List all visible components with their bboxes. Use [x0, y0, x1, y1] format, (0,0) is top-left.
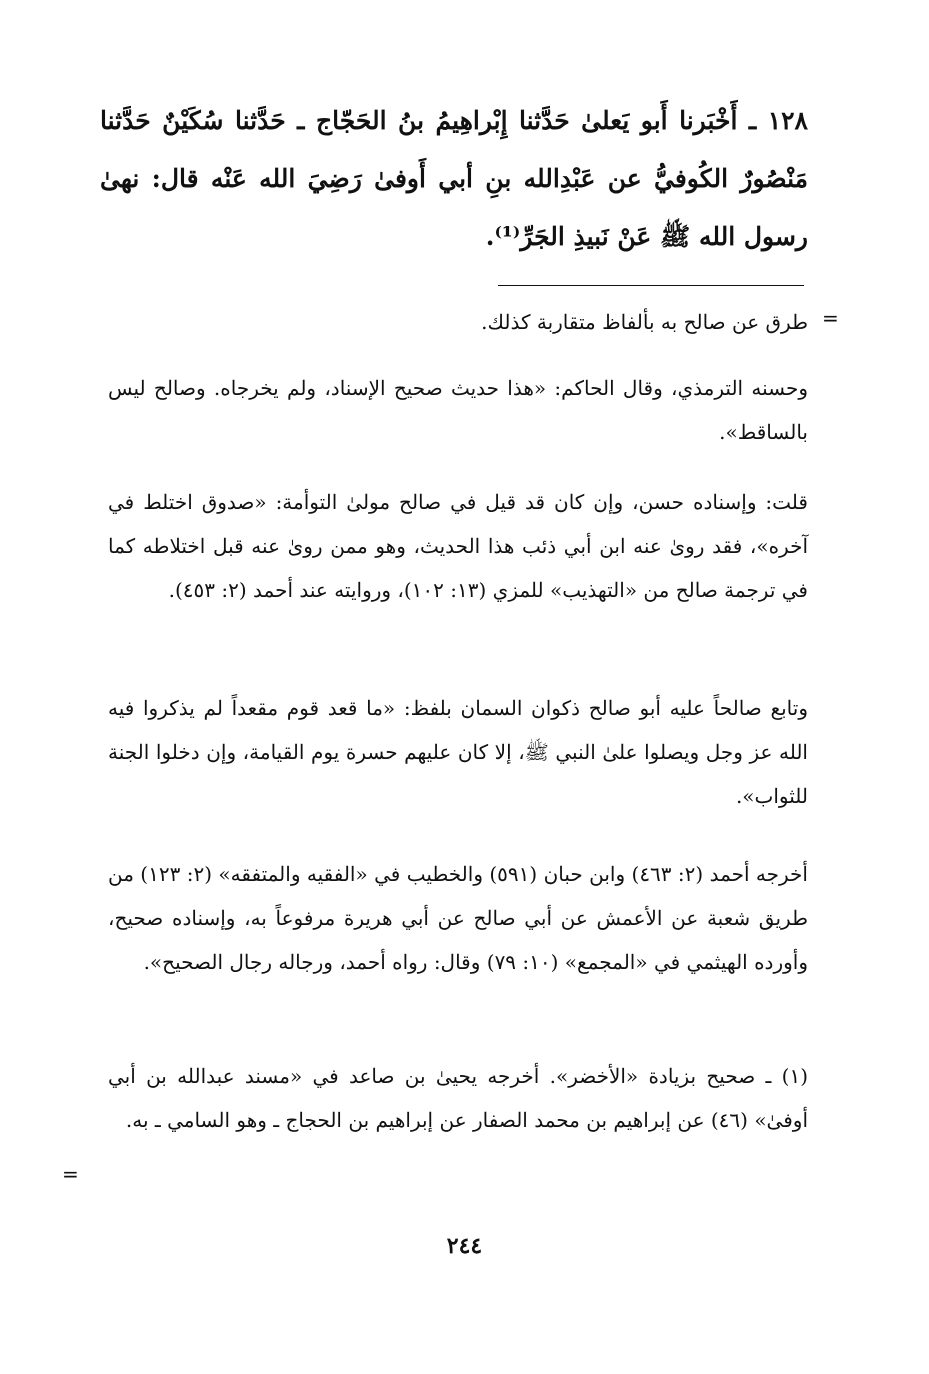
footnote-separator: [498, 285, 804, 286]
end-continuation-mark: =: [62, 1162, 79, 1186]
note-paragraph-1: طرق عن صالح به بألفاظ متقاربة كذلك.: [481, 310, 808, 334]
footnote-1: (١) ـ صحيح بزيادة «الأخضر». أخرجه يحيىٰ بن صاعد في «مسند عبدالله بن أبي أوفىٰ» (٤٦) عن إبراهيم بن محمد الصفار عن إبراهيم بن الحجاج ـ وهو السامي ـ به.: [108, 1064, 808, 1132]
continuation-mark: =: [822, 306, 839, 330]
page-number: ٢٤٤: [446, 1233, 483, 1259]
hadith-text: ١٢٨ ـ أَخْبَرنا أَبو يَعلىٰ حَدَّثنا إِبْراهِيمُ بنُ الحَجّاج ـ حَدَّثنا سُكَيْنٌ حَدَّثنا مَنْصُورٌ الكُوفيُّ عن عَبْدِالله بنِ أبي أَوفىٰ رَضِيَ الله عَنْه قال: نهىٰ رسول الله ﷺ عَنْ نَبيذِ الجَرِّ⁽¹⁾.: [100, 106, 808, 251]
note-paragraph-2: وحسنه الترمذي، وقال الحاكم: «هذا حديث صحيح الإسناد، ولم يخرجاه. وصالح ليس بالساقط».: [108, 376, 808, 444]
note-paragraph-4: وتابع صالحاً عليه أبو صالح ذكوان السمان بلفظ: «ما قعد قوم مقعداً لم يذكروا فيه الله عز وجل ويصلوا علىٰ النبي ﷺ، إلا كان عليهم حسرة يوم القيامة، وإن دخلوا الجنة للثواب».: [108, 696, 808, 808]
note-paragraph-5: أخرجه أحمد (٢: ٤٦٣) وابن حبان (٥٩١) والخطيب في «الفقيه والمتفقه» (٢: ١٢٣) من طريق شعبة عن الأعمش عن أبي صالح عن أبي هريرة مرفوعاً به، وإسناده صحيح، وأورده الهيثمي في «المجمع» (١٠: ٧٩) وقال: رواه أحمد، ورجاله رجال الصحيح».: [108, 862, 808, 974]
note-paragraph-3: قلت: وإسناده حسن، وإن كان قد قيل في صالح مولىٰ التوأمة: «صدوق اختلط في آخره»، فقد روىٰ عنه ابن أبي ذئب هذا الحديث، وهو ممن روىٰ عنه قبل اختلاطه كما في ترجمة صالح من «التهذيب» للمزي (١٣: ١٠٢)، وروايته عند أحمد (٢: ٤٥٣).: [108, 490, 808, 602]
